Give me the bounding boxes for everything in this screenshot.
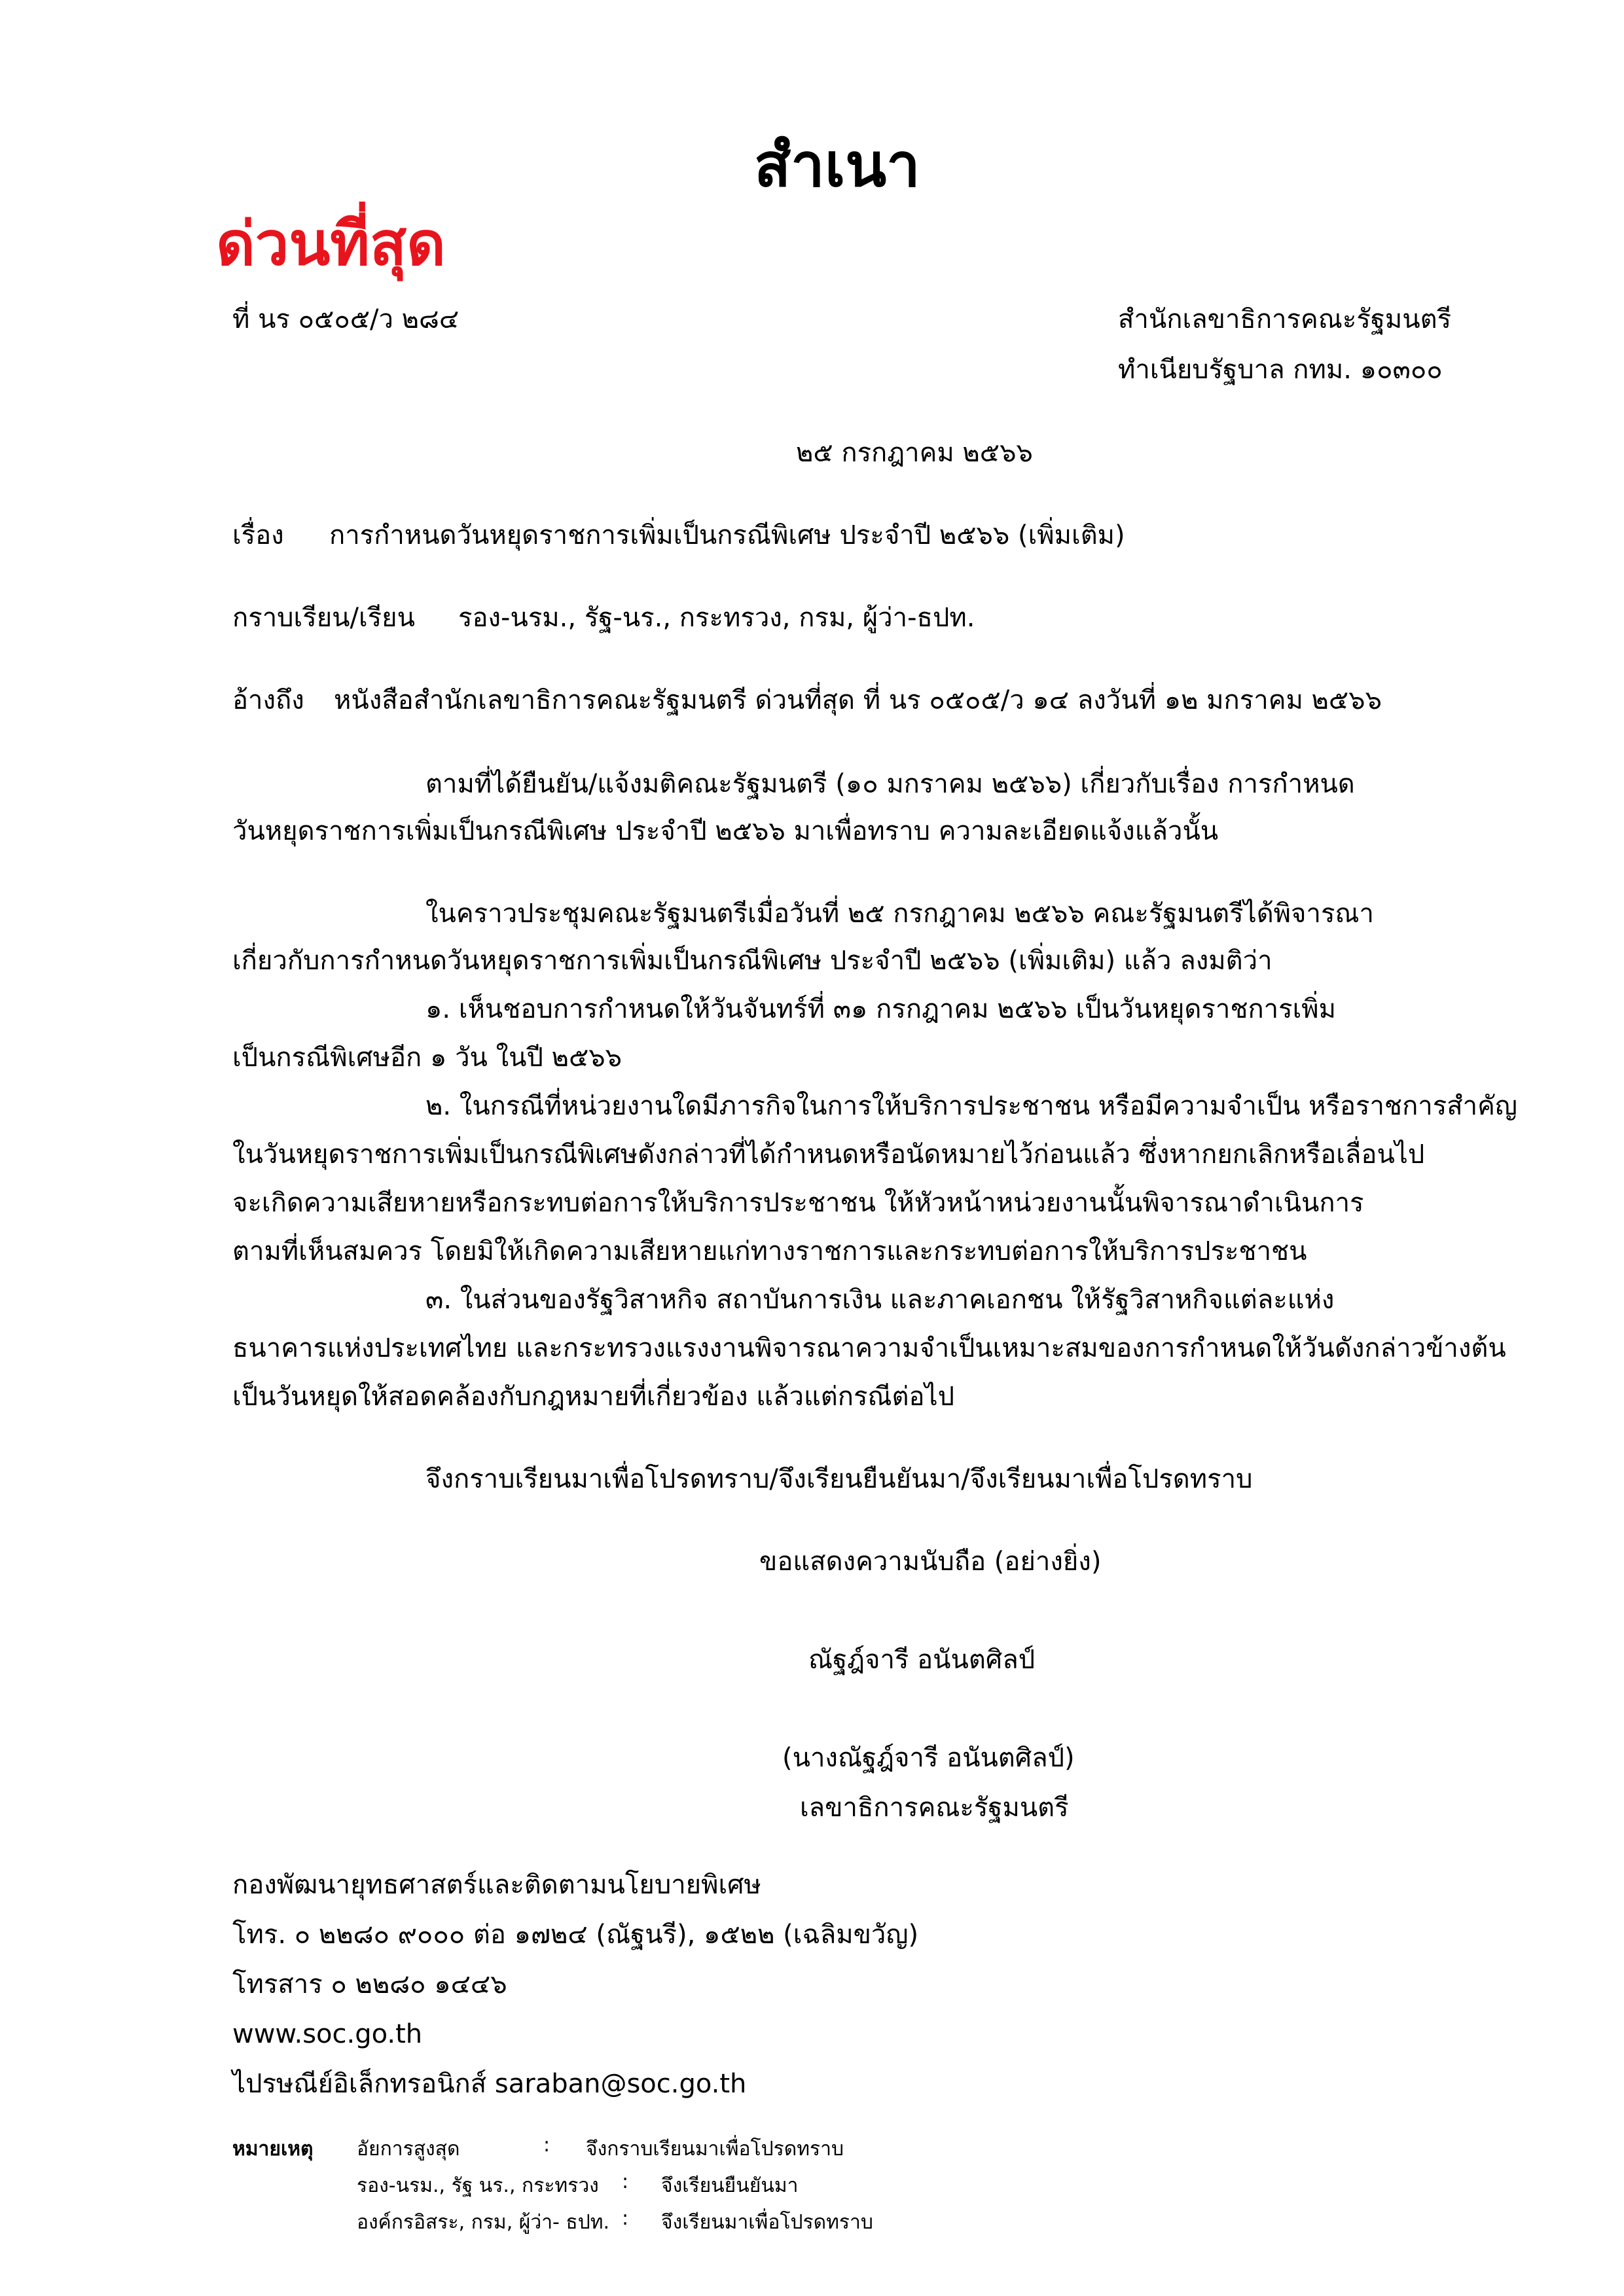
subject-label: เรื่อง <box>232 520 284 550</box>
note-colon: : <box>622 2170 629 2193</box>
subject-text: การกำหนดวันหยุดราชการเพิ่มเป็นกรณีพิเศษ ประจำปี ๒๕๖๖ (เพิ่มเติม) <box>329 520 1125 550</box>
note-colon: : <box>622 2207 629 2230</box>
contact-email[interactable]: ไปรษณีย์อิเล็กทรอนิกส์ saraban@soc.go.th <box>232 2069 747 2099</box>
resolution-item-1-line-1: ๑. เห็นชอบการกำหนดให้วันจันทร์ที่ ๓๑ กรกฎาคม ๒๕๖๖ เป็นวันหยุดราชการเพิ่ม <box>425 994 1337 1024</box>
note-colon: : <box>543 2134 550 2157</box>
paragraph-2-line-1: ในคราวประชุมคณะรัฐมนตรีเมื่อวันที่ ๒๕ กรกฎาคม ๒๕๖๖ คณะรัฐมนตรีได้พิจารณา <box>425 899 1375 929</box>
note-action: จึงกราบเรียนมาเพื่อโปรดทราบ <box>586 2138 844 2161</box>
note-action: จึงเรียนมาเพื่อโปรดทราบ <box>661 2211 873 2234</box>
paragraph-1-line-2: วันหยุดราชการเพิ่มเป็นกรณีพิเศษ ประจำปี ๒๕๖๖ มาเพื่อทราบ ความละเอียดแจ้งแล้วนั้น <box>232 816 1219 846</box>
note-recipient: รอง-นรม., รัฐ นร., กระทรวง <box>357 2174 599 2197</box>
resolution-item-3-line-2: ธนาคารแห่งประเทศไทย และกระทรวงแรงงานพิจารณาความจำเป็นเหมาะสมของการกำหนดให้วันดังกล่าวข้างต้น <box>232 1333 1506 1363</box>
printed-name: (นางณัฐฎ์จารี อนันตศิลป์) <box>782 1743 1075 1773</box>
signed-name: ณัฐฎ์จารี อนันตศิลป์ <box>808 1645 1036 1675</box>
resolution-item-3-line-3: เป็นวันหยุดให้สอดคล้องกับกฎหมายที่เกี่ยวข้อง แล้วแต่กรณีต่อไป <box>232 1382 955 1412</box>
addressee-text: รอง-นรม., รัฐ-นร., กระทรวง, กรม, ผู้ว่า-ธปท. <box>458 603 975 633</box>
salutation: ขอแสดงความนับถือ (อย่างยิ่ง) <box>759 1547 1102 1577</box>
copy-stamp: สำเนา <box>754 130 920 200</box>
resolution-item-2-line-1: ๒. ในกรณีที่หน่วยงานใดมีภารกิจในการให้บริการประชาชน หรือมีความจำเป็น หรือราชการสำคัญ <box>425 1091 1517 1121</box>
urgent-stamp: ด่วนที่สุด <box>216 209 446 279</box>
resolution-item-2-line-4: ตามที่เห็นสมควร โดยมิให้เกิดความเสียหายแก่ทางราชการและกระทบต่อการให้บริการประชาชน <box>232 1236 1307 1266</box>
paragraph-1-line-1: ตามที่ได้ยืนยัน/แจ้งมติคณะรัฐมนตรี (๑๐ มกราคม ๒๕๖๖) เกี่ยวกับเรื่อง การกำหนด <box>425 769 1355 799</box>
office-address: ทำเนียบรัฐบาล กทม. ๑๐๓๐๐ <box>1118 355 1443 385</box>
paragraph-2-line-2: เกี่ยวกับการกำหนดวันหยุดราชการเพิ่มเป็นกรณีพิเศษ ประจำปี ๒๕๖๖ (เพิ่มเติม) แล้ว ลงมติว่า <box>232 946 1272 976</box>
reference-number: ที่ นร ๐๕๐๕/ว ๒๘๔ <box>232 304 460 334</box>
note-action: จึงเรียนยืนยันมา <box>661 2174 799 2197</box>
resolution-item-2-line-2: ในวันหยุดราชการเพิ่มเป็นกรณีพิเศษดังกล่าวที่ได้กำหนดหรือนัดหมายไว้ก่อนแล้ว ซึ่งหากยกเลิกหรือเลื่อนไป <box>232 1139 1425 1170</box>
note-recipient: อัยการสูงสุด <box>357 2138 460 2161</box>
resolution-item-3-line-1: ๓. ในส่วนของรัฐวิสาหกิจ สถาบันการเงิน และภาคเอกชน ให้รัฐวิสาหกิจแต่ละแห่ง <box>425 1285 1335 1315</box>
contact-phone: โทร. ๐ ๒๒๘๐ ๙๐๐๐ ต่อ ๑๗๒๔ (ณัฐนรี), ๑๕๒๒ (เฉลิมขวัญ) <box>232 1920 919 1950</box>
contact-division: กองพัฒนายุทธศาสตร์และติดตามนโยบายพิเศษ <box>232 1870 761 1900</box>
signer-position: เลขาธิการคณะรัฐมนตรี <box>800 1793 1069 1823</box>
reference-text: หนังสือสำนักเลขาธิการคณะรัฐมนตรี ด่วนที่สุด ที่ นร ๐๕๐๕/ว ๑๔ ลงวันที่ ๑๒ มกราคม ๒๕๖๖ <box>334 685 1382 715</box>
office-name: สำนักเลขาธิการคณะรัฐมนตรี <box>1118 304 1452 334</box>
addressee-label: กราบเรียน/เรียน <box>232 603 415 633</box>
note-label: หมายเหตุ <box>232 2138 314 2161</box>
document-date: ๒๕ กรกฎาคม ๒๕๖๖ <box>796 438 1033 468</box>
reference-label: อ้างถึง <box>232 685 304 715</box>
contact-website[interactable]: www.soc.go.th <box>232 2019 423 2049</box>
resolution-item-1-line-2: เป็นกรณีพิเศษอีก ๑ วัน ในปี ๒๕๖๖ <box>232 1043 622 1073</box>
contact-fax: โทรสาร ๐ ๒๒๘๐ ๑๔๔๖ <box>232 1969 507 2000</box>
note-recipient: องค์กรอิสระ, กรม, ผู้ว่า- ธปท. <box>357 2211 610 2234</box>
closing-line: จึงกราบเรียนมาเพื่อโปรดทราบ/จึงเรียนยืนยันมา/จึงเรียนมาเพื่อโปรดทราบ <box>425 1464 1253 1494</box>
resolution-item-2-line-3: จะเกิดความเสียหายหรือกระทบต่อการให้บริการประชาชน ให้หัวหน้าหน่วยงานนั้นพิจารณาดำเนินการ <box>232 1188 1364 1218</box>
